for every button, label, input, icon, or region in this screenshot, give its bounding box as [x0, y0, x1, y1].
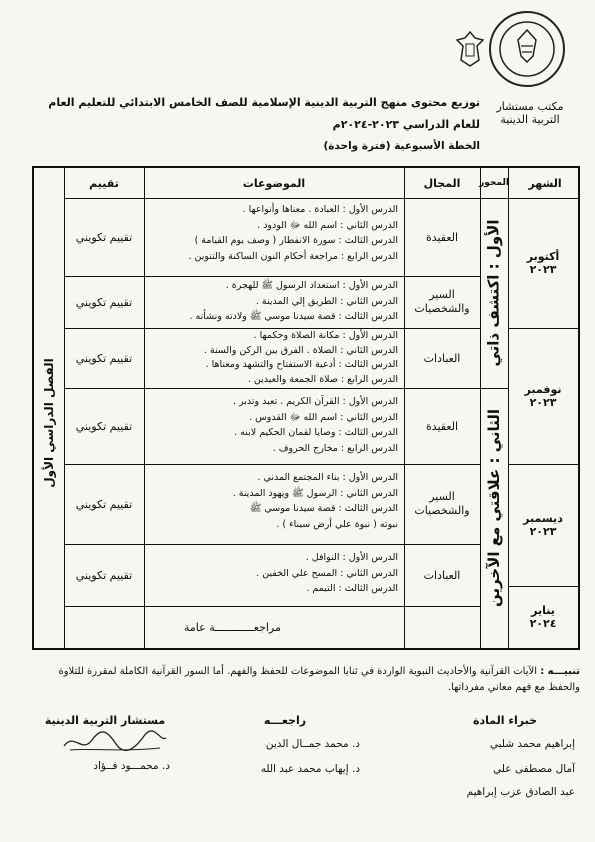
- expert-name: آمال مصطفى علي: [493, 763, 575, 775]
- header-month: الشهر: [528, 176, 562, 190]
- topics-cell: الدرس الأول : بناء المجتمع المدني . الدرس الثاني : الرسول ﷺ ويهود المدينة . الدرس الثالث : قصة سيدنا موسي ﷺ نبوته ( نبوة علي أرض سيناء ) .: [232, 472, 398, 530]
- office-line-1: مكتب مستشار: [496, 100, 564, 113]
- header-topics: الموضوعات: [242, 176, 306, 190]
- assessment-cell: تقييم تكويني: [75, 568, 133, 582]
- advisor-title: مستشار التربية الدينية: [44, 714, 166, 727]
- axis-2: الثاني : علاقتي مع الآخرين: [485, 408, 504, 608]
- topics-cell: الدرس الأول : العبادة . معناها وأنواعها . الدرس الثاني : اسم الله ﷻ الودود . الدرس الثالث : سورة الانفطار ( وصف يوم القيامة ) الدرس الرابع : مراجعة أحكام النون الساكنة والتنوين .: [188, 204, 398, 262]
- curriculum-table: [32, 166, 580, 650]
- note-text: الآيات القرآنية والأحاديث النبوية الواردة في ثنايا الموضوعات للحفظ والفهم. أما السور القرآنية الكاملة لمقررة للتلاوة والحفظ مع فهم معاني مفرداتها.: [58, 666, 580, 693]
- month-december: ديسمبر ٢٠٢٣: [523, 512, 563, 538]
- domain-cell: السير والشخصيات: [414, 490, 470, 517]
- domain-cell: العبادات: [423, 568, 461, 582]
- topics-cell: الدرس الأول : القرآن الكريم . تعبد وتدبر . الدرس الثاني : اسم الله ﷻ القدوس . الدرس الثالث : وصايا لقمان الحكيم لابنه . الدرس الرابع : مخارج الحروف .: [232, 396, 398, 454]
- month-january: يناير ٢٠٢٤: [529, 604, 557, 630]
- reviewers-title: راجعـــه: [263, 714, 307, 727]
- advisor-name: د. محمـــود فــؤاد: [93, 760, 170, 772]
- topics-cell: الدرس الأول : مكانة الصلاة وحكمها . الدرس الثاني : الصلاة . الفرق بين الركن والسنة . الدرس الثالث : أدعية الاستفتاح والتشهد ومعناها . الدرس الرابع : صلاة الجمعة والعيدين .: [203, 330, 398, 385]
- expert-name: عبد الصادق عزب إبراهيم: [466, 786, 575, 798]
- month-november: نوفمبر ٢٠٢٣: [524, 383, 562, 409]
- assessment-cell: تقييم تكويني: [75, 351, 133, 365]
- eagle-emblem-icon: [455, 30, 485, 68]
- plan-subtitle: الخطة الأسبوعية (فترة واحدة): [323, 140, 480, 152]
- topics-cell: الدرس الأول : استعداد الرسول ﷺ للهجرة . الدرس الثاني : الطريق إلي المدينة . الدرس الثالث : قصة سيدنا موسي ﷺ ولادته ونشأته .: [189, 280, 398, 322]
- reviewer-name: د. إيهاب محمد عبد الله: [260, 763, 360, 775]
- review-cell: مراجعــــــــــــة عامة: [184, 620, 281, 634]
- academic-year: للعام الدراسي ٢٠٢٣-٢٠٢٤م: [332, 118, 480, 131]
- header-axis: المحور: [479, 178, 509, 188]
- assessment-cell: تقييم تكويني: [75, 295, 133, 309]
- note: [40, 664, 580, 696]
- expert-name: إبراهيم محمد شلبي: [489, 738, 575, 750]
- ministry-logo: [488, 10, 566, 88]
- month-october: أكتوبر ٢٠٢٣: [526, 250, 560, 276]
- note-label: تنبيـــه :: [540, 666, 580, 677]
- assessment-cell: تقييم تكويني: [75, 230, 133, 244]
- experts-title: خبراء المادة: [472, 714, 538, 727]
- semester-label: الفصل الدراسي الأول: [42, 358, 56, 488]
- domain-cell: العقيدة: [425, 230, 459, 244]
- topics-cell: الدرس الأول : النوافل . الدرس الثاني : المسح علي الخفين . الدرس الثالث : التيمم .: [256, 552, 398, 594]
- domain-cell: العقيدة: [425, 419, 459, 433]
- assessment-cell: تقييم تكويني: [75, 497, 133, 511]
- reviewer-name: د. محمد جمــال الدين: [265, 738, 360, 750]
- office-line-2: التربية الدينية: [500, 113, 560, 126]
- axis-1: الأول : اكتشف ذاتي: [485, 219, 504, 367]
- header-domain: المجال: [423, 176, 461, 190]
- domain-cell: العبادات: [423, 351, 461, 365]
- assessment-cell: تقييم تكويني: [75, 419, 133, 433]
- header-assessment: تقييم: [89, 176, 119, 190]
- page-title: توزيع محتوى منهج التربية الدينية الإسلامية للصف الخامس الابتدائي للتعليم العام: [48, 96, 480, 109]
- office-name: [480, 100, 580, 126]
- advisor-signature: [60, 728, 170, 756]
- domain-cell: السير والشخصيات: [414, 288, 470, 315]
